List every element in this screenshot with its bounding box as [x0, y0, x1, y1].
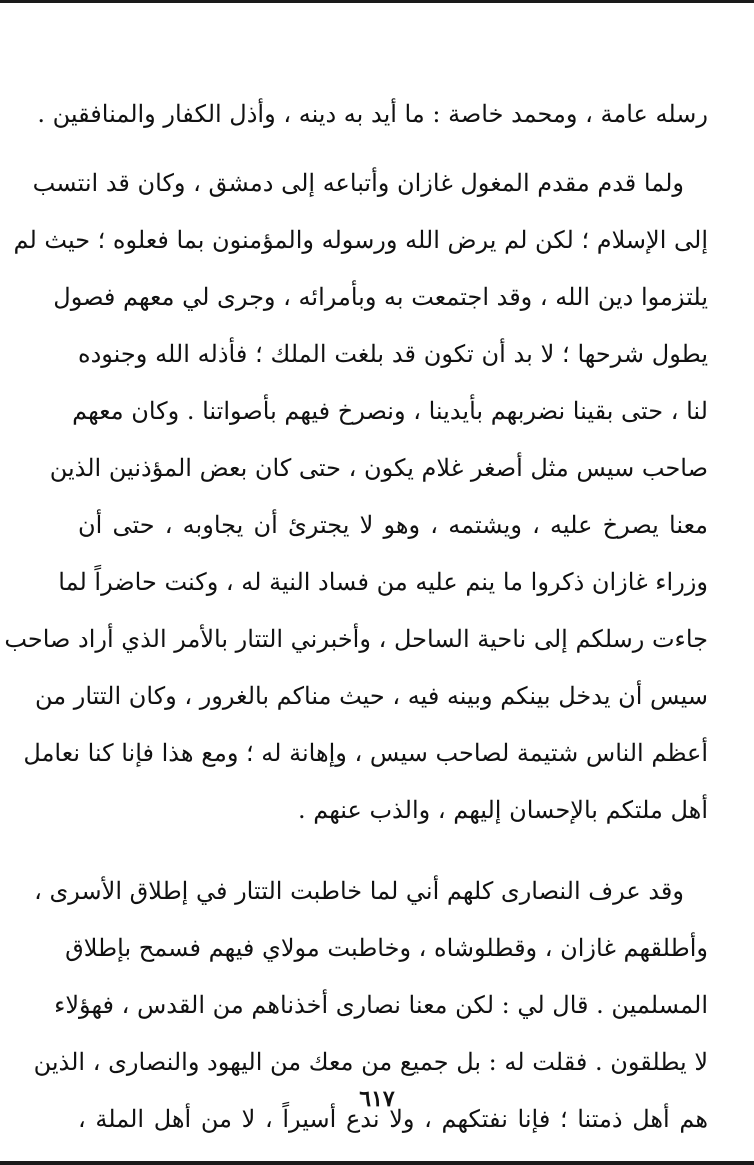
- text-line: هم أهل ذمتنا ؛ فإنا نفتكهم ، ولا ندع أسيراً ، لا من أهل الملة ،: [78, 1105, 708, 1133]
- text-line: إلى الإسلام ؛ لكن لم يرض الله ورسوله والمؤمنون بما فعلوه ؛ حيث لم: [13, 226, 708, 254]
- page-body: [4, 86, 708, 1148]
- paragraph-gap: [78, 143, 708, 155]
- text-line: صاحب سيس مثل أصغر غلام يكون ، حتى كان بعض المؤذنين الذين: [49, 454, 708, 482]
- page-number: ٦١٧: [359, 1086, 395, 1112]
- paragraph-2: [4, 155, 708, 839]
- text-line: لا يطلقون . فقلت له : بل جميع من معك من اليهود والنصارى ، الذين: [33, 1048, 708, 1076]
- bottom-border: [0, 1161, 754, 1165]
- text-line: أعظم الناس شتيمة لصاحب سيس ، وإهانة له ؛ ومع هذا فإنا كنا نعامل: [23, 739, 708, 767]
- text-line: وزراء غازان ذكروا ما ينم عليه من فساد النية له ، وكنت حاضراً لما: [58, 568, 708, 596]
- top-border: [0, 0, 754, 3]
- text-line: جاءت رسلكم إلى ناحية الساحل ، وأخبرني التتار بالأمر الذي أراد صاحب: [4, 625, 708, 653]
- text-line: سيس أن يدخل بينكم وبينه فيه ، حيث مناكم بالغرور ، وكان التتار من: [35, 682, 708, 710]
- paragraph-gap: [78, 839, 708, 863]
- text-line: لنا ، حتى بقينا نضربهم بأيدينا ، ونصرخ فيهم بأصواتنا . وكان معهم: [72, 397, 708, 425]
- text-line: ولما قدم مقدم المغول غازان وأتباعه إلى دمشق ، وكان قد انتسب: [32, 169, 684, 197]
- text-line: معنا يصرخ عليه ، ويشتمه ، وهو لا يجترئ أن يجاوبه ، حتى أن: [78, 511, 708, 539]
- paragraph-1: [37, 86, 708, 143]
- text-line: وقد عرف النصارى كلهم أني لما خاطبت التتار في إطلاق الأسرى ،: [34, 877, 684, 905]
- text-line: يطول شرحها ؛ لا بد أن تكون قد بلغت الملك ؛ فأذله الله وجنوده: [78, 340, 708, 368]
- text-line: رسله عامة ، ومحمد خاصة : ما أيد به دينه ، وأذل الكفار والمنافقين .: [37, 100, 708, 128]
- text-line: أهل ملتكم بالإحسان إليهم ، والذب عنهم .: [297, 796, 708, 824]
- text-line: المسلمين . قال لي : لكن معنا نصارى أخذناهم من القدس ، فهؤلاء: [54, 991, 708, 1019]
- text-line: وأطلقهم غازان ، وقطلوشاه ، وخاطبت مولاي فيهم فسمح بإطلاق: [65, 934, 708, 962]
- text-line: يلتزموا دين الله ، وقد اجتمعت به وبأمرائه ، وجرى لي معهم فصول: [53, 283, 708, 311]
